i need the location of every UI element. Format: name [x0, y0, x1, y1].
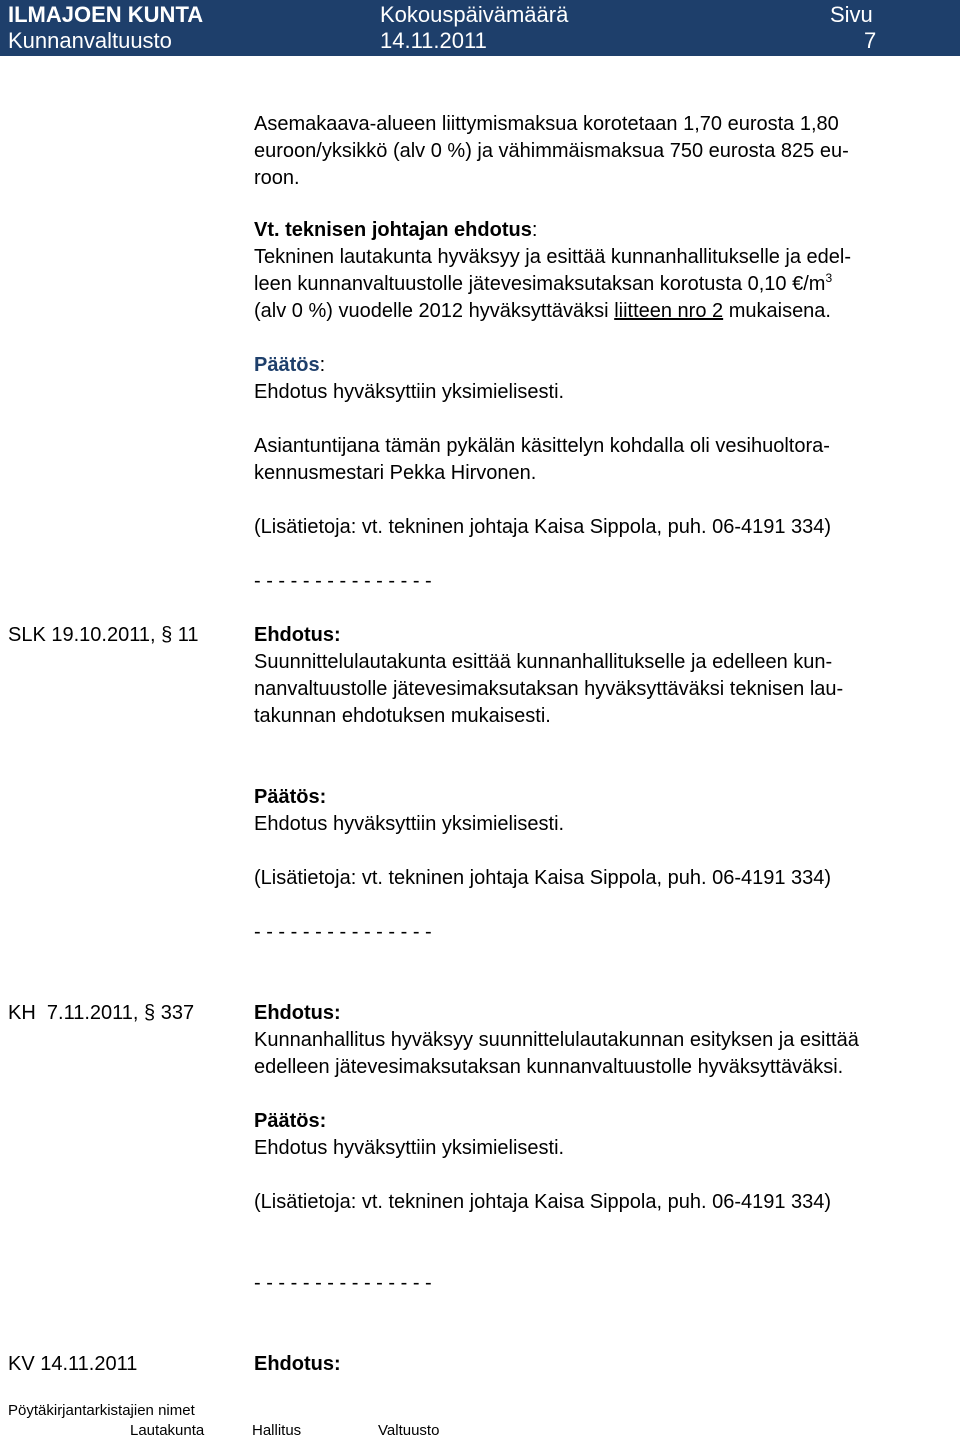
- proposal-line-text: (alv 0 %) vuodelle 2012 hyväksyttäväksi: [254, 300, 615, 322]
- expert-line: Asiantuntijana tämän pykälän käsittelyn kohdalla oli vesihuoltora-: [254, 435, 830, 457]
- meeting-date: 14.11.2011: [380, 28, 487, 53]
- expert-line: kennusmestari Pekka Hirvonen.: [254, 462, 537, 484]
- proposal-line-text: mukaisena.: [723, 300, 831, 322]
- superscript-3: 3: [825, 271, 833, 285]
- decision-label: Päätös: [254, 354, 320, 376]
- page-label: Sivu: [830, 2, 873, 27]
- separator: - - - - - - - - - - - - - - -: [254, 1272, 432, 1294]
- proposal-colon: :: [531, 219, 538, 241]
- separator: - - - - - - - - - - - - - - -: [254, 921, 432, 943]
- attachment-link[interactable]: liitteen nro 2: [614, 300, 724, 322]
- proposal-line: takunnan ehdotuksen mukaisesti.: [254, 705, 551, 727]
- separator: - - - - - - - - - - - - - - -: [254, 570, 432, 592]
- footer-title: Pöytäkirjantarkistajien nimet: [8, 1402, 195, 1419]
- proposal-line: Tekninen lautakunta hyväksyy ja esittää kunnanhallitukselle ja edel-: [254, 246, 852, 268]
- proposal-label: Ehdotus:: [254, 624, 341, 646]
- footer-government: Hallitus: [252, 1422, 302, 1439]
- paragraph-line: roon.: [254, 167, 300, 189]
- proposal-line: edelleen jätevesimaksutaksan kunnanvaltuustolle hyväksyttäväksi.: [254, 1056, 844, 1078]
- proposal-line-text: leen kunnanvaltuustolle jätevesimaksutaksan korotusta 0,10 €/m: [254, 273, 826, 295]
- council-name: Kunnanvaltuusto: [8, 28, 172, 53]
- decision-colon: :: [319, 354, 326, 376]
- contact-info: (Lisätietoja: vt. tekninen johtaja Kaisa Sippola, puh. 06-4191 334): [254, 516, 832, 538]
- contact-info: (Lisätietoja: vt. tekninen johtaja Kaisa Sippola, puh. 06-4191 334): [254, 1191, 832, 1213]
- footer-council: Valtuusto: [378, 1422, 440, 1439]
- section-reference: SLK 19.10.2011, § 11: [8, 624, 199, 646]
- decision-label: Päätös:: [254, 786, 327, 808]
- proposal-label: Ehdotus:: [254, 1353, 341, 1375]
- decision-text: Ehdotus hyväksyttiin yksimielisesti.: [254, 381, 565, 403]
- proposal-prefix: Vt.: [254, 219, 280, 241]
- proposal-line: nanvaltuustolle jätevesimaksutaksan hyväksyttäväksi teknisen lau-: [254, 678, 844, 700]
- contact-info: (Lisätietoja: vt. tekninen johtaja Kaisa Sippola, puh. 06-4191 334): [254, 867, 832, 889]
- meeting-date-label: Kokouspäivämäärä: [380, 2, 569, 27]
- proposal-label: teknisen johtajan ehdotus: [279, 219, 532, 241]
- decision-text: Ehdotus hyväksyttiin yksimielisesti.: [254, 813, 565, 835]
- proposal-line: Kunnanhallitus hyväksyy suunnittelulautakunnan esityksen ja esittää: [254, 1029, 859, 1051]
- paragraph-line: euroon/yksikkö (alv 0 %) ja vähimmäismaksua 750 eurosta 825 eu-: [254, 140, 849, 162]
- proposal-label: Ehdotus:: [254, 1002, 341, 1024]
- paragraph-line: Asemakaava-alueen liittymismaksua korotetaan 1,70 eurosta 1,80: [254, 113, 839, 135]
- section-reference: KH 7.11.2011, § 337: [8, 1002, 195, 1024]
- proposal-line: Suunnittelulautakunta esittää kunnanhallitukselle ja edelleen kun-: [254, 651, 833, 673]
- proposal-line: [254, 298, 831, 325]
- section-reference: KV 14.11.2011: [8, 1353, 138, 1375]
- proposal-line: [254, 271, 832, 298]
- municipality-name: ILMAJOEN KUNTA: [8, 2, 204, 27]
- decision-label: Päätös:: [254, 1110, 327, 1132]
- decision-text: Ehdotus hyväksyttiin yksimielisesti.: [254, 1137, 565, 1159]
- proposal-heading: [254, 217, 537, 244]
- decision-heading: [254, 352, 325, 379]
- page-number: 7: [864, 28, 877, 53]
- footer-board: Lautakunta: [130, 1422, 205, 1439]
